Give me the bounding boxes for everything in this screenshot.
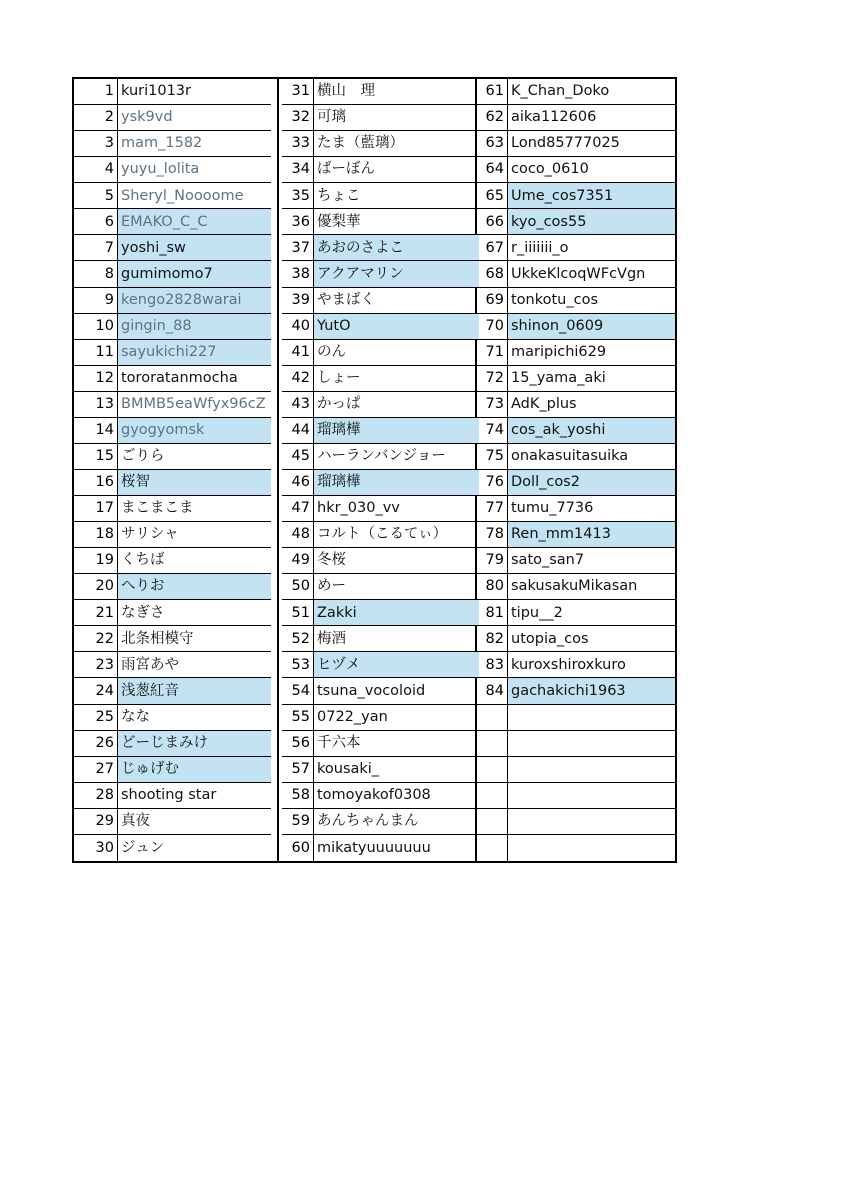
participant-name: 梅酒 xyxy=(317,630,346,647)
row-number: 2 xyxy=(74,105,118,130)
table-row xyxy=(74,470,271,496)
table-row xyxy=(478,522,675,548)
participant-name xyxy=(508,809,675,834)
participant-name: 北条相模守 xyxy=(121,630,194,647)
table-row xyxy=(282,757,479,783)
row-number: 26 xyxy=(74,731,118,756)
participant-name: r_iiiiiii_o xyxy=(511,239,569,256)
table-row xyxy=(282,496,479,522)
table-row xyxy=(478,705,675,731)
participant-name: BMMB5eaWfyx96cZ xyxy=(121,396,266,413)
participant-name: 浅葱紅音 xyxy=(118,678,271,703)
table-row xyxy=(74,392,271,418)
row-number: 75 xyxy=(478,444,508,469)
table-row xyxy=(478,731,675,757)
row-number: 8 xyxy=(74,261,118,286)
row-number: 63 xyxy=(478,131,508,156)
table-row xyxy=(478,392,675,418)
participant-name: onakasuitasuika xyxy=(511,448,629,465)
participant-name: maripichi629 xyxy=(511,343,607,360)
participant-name: かっぱ xyxy=(317,396,361,413)
participant-name: ジュン xyxy=(121,839,165,856)
participant-name: sayukichi227 xyxy=(118,340,271,365)
row-number: 27 xyxy=(74,757,118,782)
row-number: 3 xyxy=(74,131,118,156)
row-number: 19 xyxy=(74,548,118,573)
table-row xyxy=(478,418,675,444)
table-row xyxy=(478,600,675,626)
row-number: 18 xyxy=(74,522,118,547)
row-number: 76 xyxy=(478,470,508,495)
table-row xyxy=(478,183,675,209)
table-row xyxy=(74,444,271,470)
participant-name: 可璃 xyxy=(317,109,346,126)
participant-name: 真夜 xyxy=(121,813,150,830)
table-row xyxy=(74,809,271,835)
participant-name: めー xyxy=(317,578,346,595)
table-row xyxy=(282,705,479,731)
row-number: 15 xyxy=(74,444,118,469)
row-number: 40 xyxy=(282,314,314,339)
participant-name: やまばく xyxy=(317,291,375,308)
row-number: 74 xyxy=(478,418,508,443)
table-row xyxy=(478,652,675,678)
row-number: 45 xyxy=(282,444,314,469)
participant-name: gingin_88 xyxy=(118,314,271,339)
participant-name: coco_0610 xyxy=(511,161,589,178)
table-row xyxy=(74,235,271,261)
participant-name: EMAKO_C_C xyxy=(118,209,271,234)
table-row xyxy=(282,600,479,626)
row-number xyxy=(478,809,508,834)
row-number: 1 xyxy=(74,79,118,104)
table-row xyxy=(478,314,675,340)
participant-name: ysk9vd xyxy=(121,109,173,126)
row-number: 9 xyxy=(74,288,118,313)
row-number: 58 xyxy=(282,783,314,808)
row-number: 44 xyxy=(282,418,314,443)
row-number: 37 xyxy=(282,235,314,260)
row-number: 83 xyxy=(478,652,508,677)
table-row xyxy=(74,366,271,392)
row-number: 17 xyxy=(74,496,118,521)
table-row xyxy=(74,626,271,652)
row-number: 82 xyxy=(478,626,508,651)
table-row xyxy=(282,678,479,704)
row-number: 52 xyxy=(282,626,314,651)
participant-name: ハーランバンジョー xyxy=(317,448,446,465)
participant-name: YutO xyxy=(314,314,479,339)
participant-name: tororatanmocha xyxy=(121,369,238,386)
participant-name: 千六本 xyxy=(317,734,361,751)
table-row xyxy=(478,444,675,470)
row-number: 7 xyxy=(74,235,118,260)
row-number xyxy=(478,757,508,782)
participant-name: どーじまみけ xyxy=(118,731,271,756)
row-number: 16 xyxy=(74,470,118,495)
row-number xyxy=(478,835,508,861)
participant-name: ちょこ xyxy=(317,187,361,204)
participant-name: あんちゃんまん xyxy=(317,813,419,830)
table-row xyxy=(282,392,479,418)
participant-name xyxy=(508,783,675,808)
participant-name: hkr_030_vv xyxy=(317,500,400,517)
participant-name: kuri1013r xyxy=(121,83,191,100)
row-number: 34 xyxy=(282,157,314,182)
row-number xyxy=(478,705,508,730)
participant-name: mikatyuuuuuuu xyxy=(317,839,431,856)
row-number: 32 xyxy=(282,105,314,130)
row-number: 13 xyxy=(74,392,118,417)
table-row xyxy=(74,105,271,131)
row-number: 80 xyxy=(478,574,508,599)
row-number: 11 xyxy=(74,340,118,365)
table-row xyxy=(74,79,271,105)
table-row xyxy=(478,548,675,574)
table-row xyxy=(74,835,271,861)
participant-name: tsuna_vocoloid xyxy=(317,682,426,699)
table-row xyxy=(282,157,479,183)
row-number: 68 xyxy=(478,261,508,286)
row-number: 78 xyxy=(478,522,508,547)
participant-name: あおのさよこ xyxy=(314,235,479,260)
table-row xyxy=(478,496,675,522)
participant-name: サリシャ xyxy=(121,526,179,543)
participant-name: Lond85777025 xyxy=(511,135,620,152)
row-number: 81 xyxy=(478,600,508,625)
row-number: 4 xyxy=(74,157,118,182)
table-row xyxy=(74,783,271,809)
table-row xyxy=(74,288,271,314)
table-row xyxy=(282,809,479,835)
row-number: 42 xyxy=(282,366,314,391)
row-number: 53 xyxy=(282,652,314,677)
row-number: 55 xyxy=(282,705,314,730)
table-row xyxy=(74,418,271,444)
participant-name: tomoyakof0308 xyxy=(317,786,431,803)
table-row xyxy=(478,131,675,157)
participant-name: cos_ak_yoshi xyxy=(508,418,675,443)
row-number: 47 xyxy=(282,496,314,521)
participant-name xyxy=(508,757,675,782)
row-number: 61 xyxy=(478,79,508,104)
row-number: 35 xyxy=(282,183,314,208)
participant-name: ヒヅメ xyxy=(314,652,479,677)
table-row xyxy=(74,705,271,731)
table-row xyxy=(282,235,479,261)
table-row xyxy=(478,678,675,704)
row-number: 39 xyxy=(282,288,314,313)
row-number: 25 xyxy=(74,705,118,730)
participant-name: Ume_cos7351 xyxy=(508,183,675,208)
table-row xyxy=(282,314,479,340)
participant-name: しょー xyxy=(317,369,361,386)
row-number: 62 xyxy=(478,105,508,130)
participant-name: ごりら xyxy=(121,448,165,465)
table-row xyxy=(74,757,271,783)
row-number: 6 xyxy=(74,209,118,234)
row-number: 12 xyxy=(74,366,118,391)
row-number: 22 xyxy=(74,626,118,651)
row-number: 29 xyxy=(74,809,118,834)
table-row xyxy=(282,261,479,287)
participant-name: gumimomo7 xyxy=(118,261,271,286)
row-number: 64 xyxy=(478,157,508,182)
participant-name: aika112606 xyxy=(511,109,597,126)
participant-name: shooting star xyxy=(121,786,217,803)
participant-name: AdK_plus xyxy=(511,396,577,413)
row-number: 28 xyxy=(74,783,118,808)
participant-name: 優梨華 xyxy=(317,213,361,230)
row-number: 48 xyxy=(282,522,314,547)
table-row xyxy=(282,418,479,444)
row-number: 38 xyxy=(282,261,314,286)
row-number xyxy=(478,783,508,808)
row-number: 65 xyxy=(478,183,508,208)
table-row xyxy=(478,809,675,835)
table-row xyxy=(478,340,675,366)
table-row xyxy=(478,261,675,287)
row-number: 73 xyxy=(478,392,508,417)
table-row xyxy=(478,783,675,809)
table-column-2 xyxy=(282,79,479,861)
participant-name: ばーぼん xyxy=(317,161,375,178)
table-row xyxy=(282,626,479,652)
table-row xyxy=(282,288,479,314)
participant-name: Doll_cos2 xyxy=(508,470,675,495)
table-row xyxy=(74,131,271,157)
table-row xyxy=(282,209,479,235)
row-number: 21 xyxy=(74,600,118,625)
table-row xyxy=(478,835,675,861)
participant-name: アクアマリン xyxy=(314,261,479,286)
participant-name: 瑠璃樺 xyxy=(314,470,479,495)
participant-name: K_Chan_Doko xyxy=(511,83,610,100)
table-row xyxy=(282,470,479,496)
participant-name: yuyu_lolita xyxy=(121,161,200,178)
participant-name: tonkotu_cos xyxy=(511,291,599,308)
row-number: 5 xyxy=(74,183,118,208)
participant-name: 冬桜 xyxy=(317,552,346,569)
participant-name: kuroxshiroxkuro xyxy=(511,656,626,673)
table-row xyxy=(282,105,479,131)
table-row xyxy=(74,157,271,183)
row-number: 54 xyxy=(282,678,314,703)
table-row xyxy=(282,444,479,470)
participant-name: なぎさ xyxy=(121,604,165,621)
row-number: 51 xyxy=(282,600,314,625)
participant-name: じゅげむ xyxy=(118,757,271,782)
row-number: 23 xyxy=(74,652,118,677)
row-number: 10 xyxy=(74,314,118,339)
row-number: 84 xyxy=(478,678,508,703)
participant-name: tipu__2 xyxy=(511,604,563,621)
participant-name: くちば xyxy=(121,552,165,569)
participant-name: gyogyomsk xyxy=(118,418,271,443)
participant-name: Zakki xyxy=(314,600,479,625)
row-number: 41 xyxy=(282,340,314,365)
row-number: 50 xyxy=(282,574,314,599)
participant-name: たま（藍璃） xyxy=(317,135,404,152)
participant-name: Sheryl_Noooome xyxy=(121,187,244,204)
participant-name: shinon_0609 xyxy=(508,314,675,339)
row-number: 59 xyxy=(282,809,314,834)
participant-name: mam_1582 xyxy=(121,135,203,152)
table-row xyxy=(74,574,271,600)
participant-name: kousaki_ xyxy=(317,760,380,777)
table-row xyxy=(74,548,271,574)
row-number: 69 xyxy=(478,288,508,313)
participant-name: へりお xyxy=(118,574,271,599)
table-row xyxy=(478,574,675,600)
participant-name: sakusakuMikasan xyxy=(511,578,638,595)
participant-name: kyo_cos55 xyxy=(508,209,675,234)
participant-table xyxy=(72,77,677,863)
table-row xyxy=(74,496,271,522)
participant-name xyxy=(508,705,675,730)
row-number: 36 xyxy=(282,209,314,234)
table-row xyxy=(74,209,271,235)
row-number: 66 xyxy=(478,209,508,234)
table-row xyxy=(74,731,271,757)
table-row xyxy=(478,79,675,105)
table-row xyxy=(282,79,479,105)
participant-name: 横山 理 xyxy=(317,83,375,100)
row-number: 33 xyxy=(282,131,314,156)
participant-name: まこまこま xyxy=(121,500,194,517)
table-row xyxy=(282,548,479,574)
table-row xyxy=(74,600,271,626)
row-number: 71 xyxy=(478,340,508,365)
table-row xyxy=(282,783,479,809)
table-row xyxy=(478,209,675,235)
participant-name: sato_san7 xyxy=(511,552,585,569)
participant-name: UkkeKlcoqWFcVgn xyxy=(511,265,646,282)
table-row xyxy=(282,366,479,392)
table-row xyxy=(74,261,271,287)
table-column-3 xyxy=(478,79,675,861)
table-row xyxy=(478,366,675,392)
table-row xyxy=(282,340,479,366)
participant-name: utopia_cos xyxy=(511,630,589,647)
row-number: 72 xyxy=(478,366,508,391)
row-number: 24 xyxy=(74,678,118,703)
table-row xyxy=(74,314,271,340)
participant-name: コルト（こるてぃ） xyxy=(317,526,448,543)
table-row xyxy=(74,522,271,548)
table-row xyxy=(74,652,271,678)
table-row xyxy=(478,626,675,652)
table-row xyxy=(478,105,675,131)
row-number: 57 xyxy=(282,757,314,782)
participant-name xyxy=(508,835,675,861)
participant-name: kengo2828warai xyxy=(118,288,271,313)
table-row xyxy=(478,757,675,783)
row-number: 70 xyxy=(478,314,508,339)
row-number: 49 xyxy=(282,548,314,573)
participant-name: 15_yama_aki xyxy=(511,369,606,386)
row-number: 60 xyxy=(282,835,314,861)
table-row xyxy=(282,183,479,209)
table-row xyxy=(282,574,479,600)
row-number: 56 xyxy=(282,731,314,756)
table-row xyxy=(74,183,271,209)
row-number: 77 xyxy=(478,496,508,521)
table-column-1 xyxy=(74,79,271,861)
row-number: 79 xyxy=(478,548,508,573)
table-row xyxy=(478,470,675,496)
table-row xyxy=(478,235,675,261)
row-number: 14 xyxy=(74,418,118,443)
participant-name: 雨宮あや xyxy=(121,656,179,673)
participant-name: のん xyxy=(317,343,346,360)
table-row xyxy=(74,340,271,366)
row-number: 67 xyxy=(478,235,508,260)
table-row xyxy=(282,731,479,757)
participant-name: 0722_yan xyxy=(317,708,388,725)
table-row xyxy=(282,522,479,548)
participant-name: yoshi_sw xyxy=(118,235,271,260)
participant-name: tumu_7736 xyxy=(511,500,594,517)
participant-name: 桜智 xyxy=(118,470,271,495)
table-row xyxy=(74,678,271,704)
table-row xyxy=(282,652,479,678)
participant-name xyxy=(508,731,675,756)
row-number: 43 xyxy=(282,392,314,417)
participant-name: なな xyxy=(121,708,150,725)
row-number xyxy=(478,731,508,756)
table-row xyxy=(282,131,479,157)
participant-name: gachakichi1963 xyxy=(508,678,675,703)
participant-name: 瑠璃樺 xyxy=(314,418,479,443)
column-divider xyxy=(277,79,279,861)
table-row xyxy=(478,157,675,183)
table-row xyxy=(478,288,675,314)
participant-name: Ren_mm1413 xyxy=(508,522,675,547)
table-row xyxy=(282,835,479,861)
row-number: 46 xyxy=(282,470,314,495)
row-number: 30 xyxy=(74,835,118,861)
row-number: 31 xyxy=(282,79,314,104)
row-number: 20 xyxy=(74,574,118,599)
